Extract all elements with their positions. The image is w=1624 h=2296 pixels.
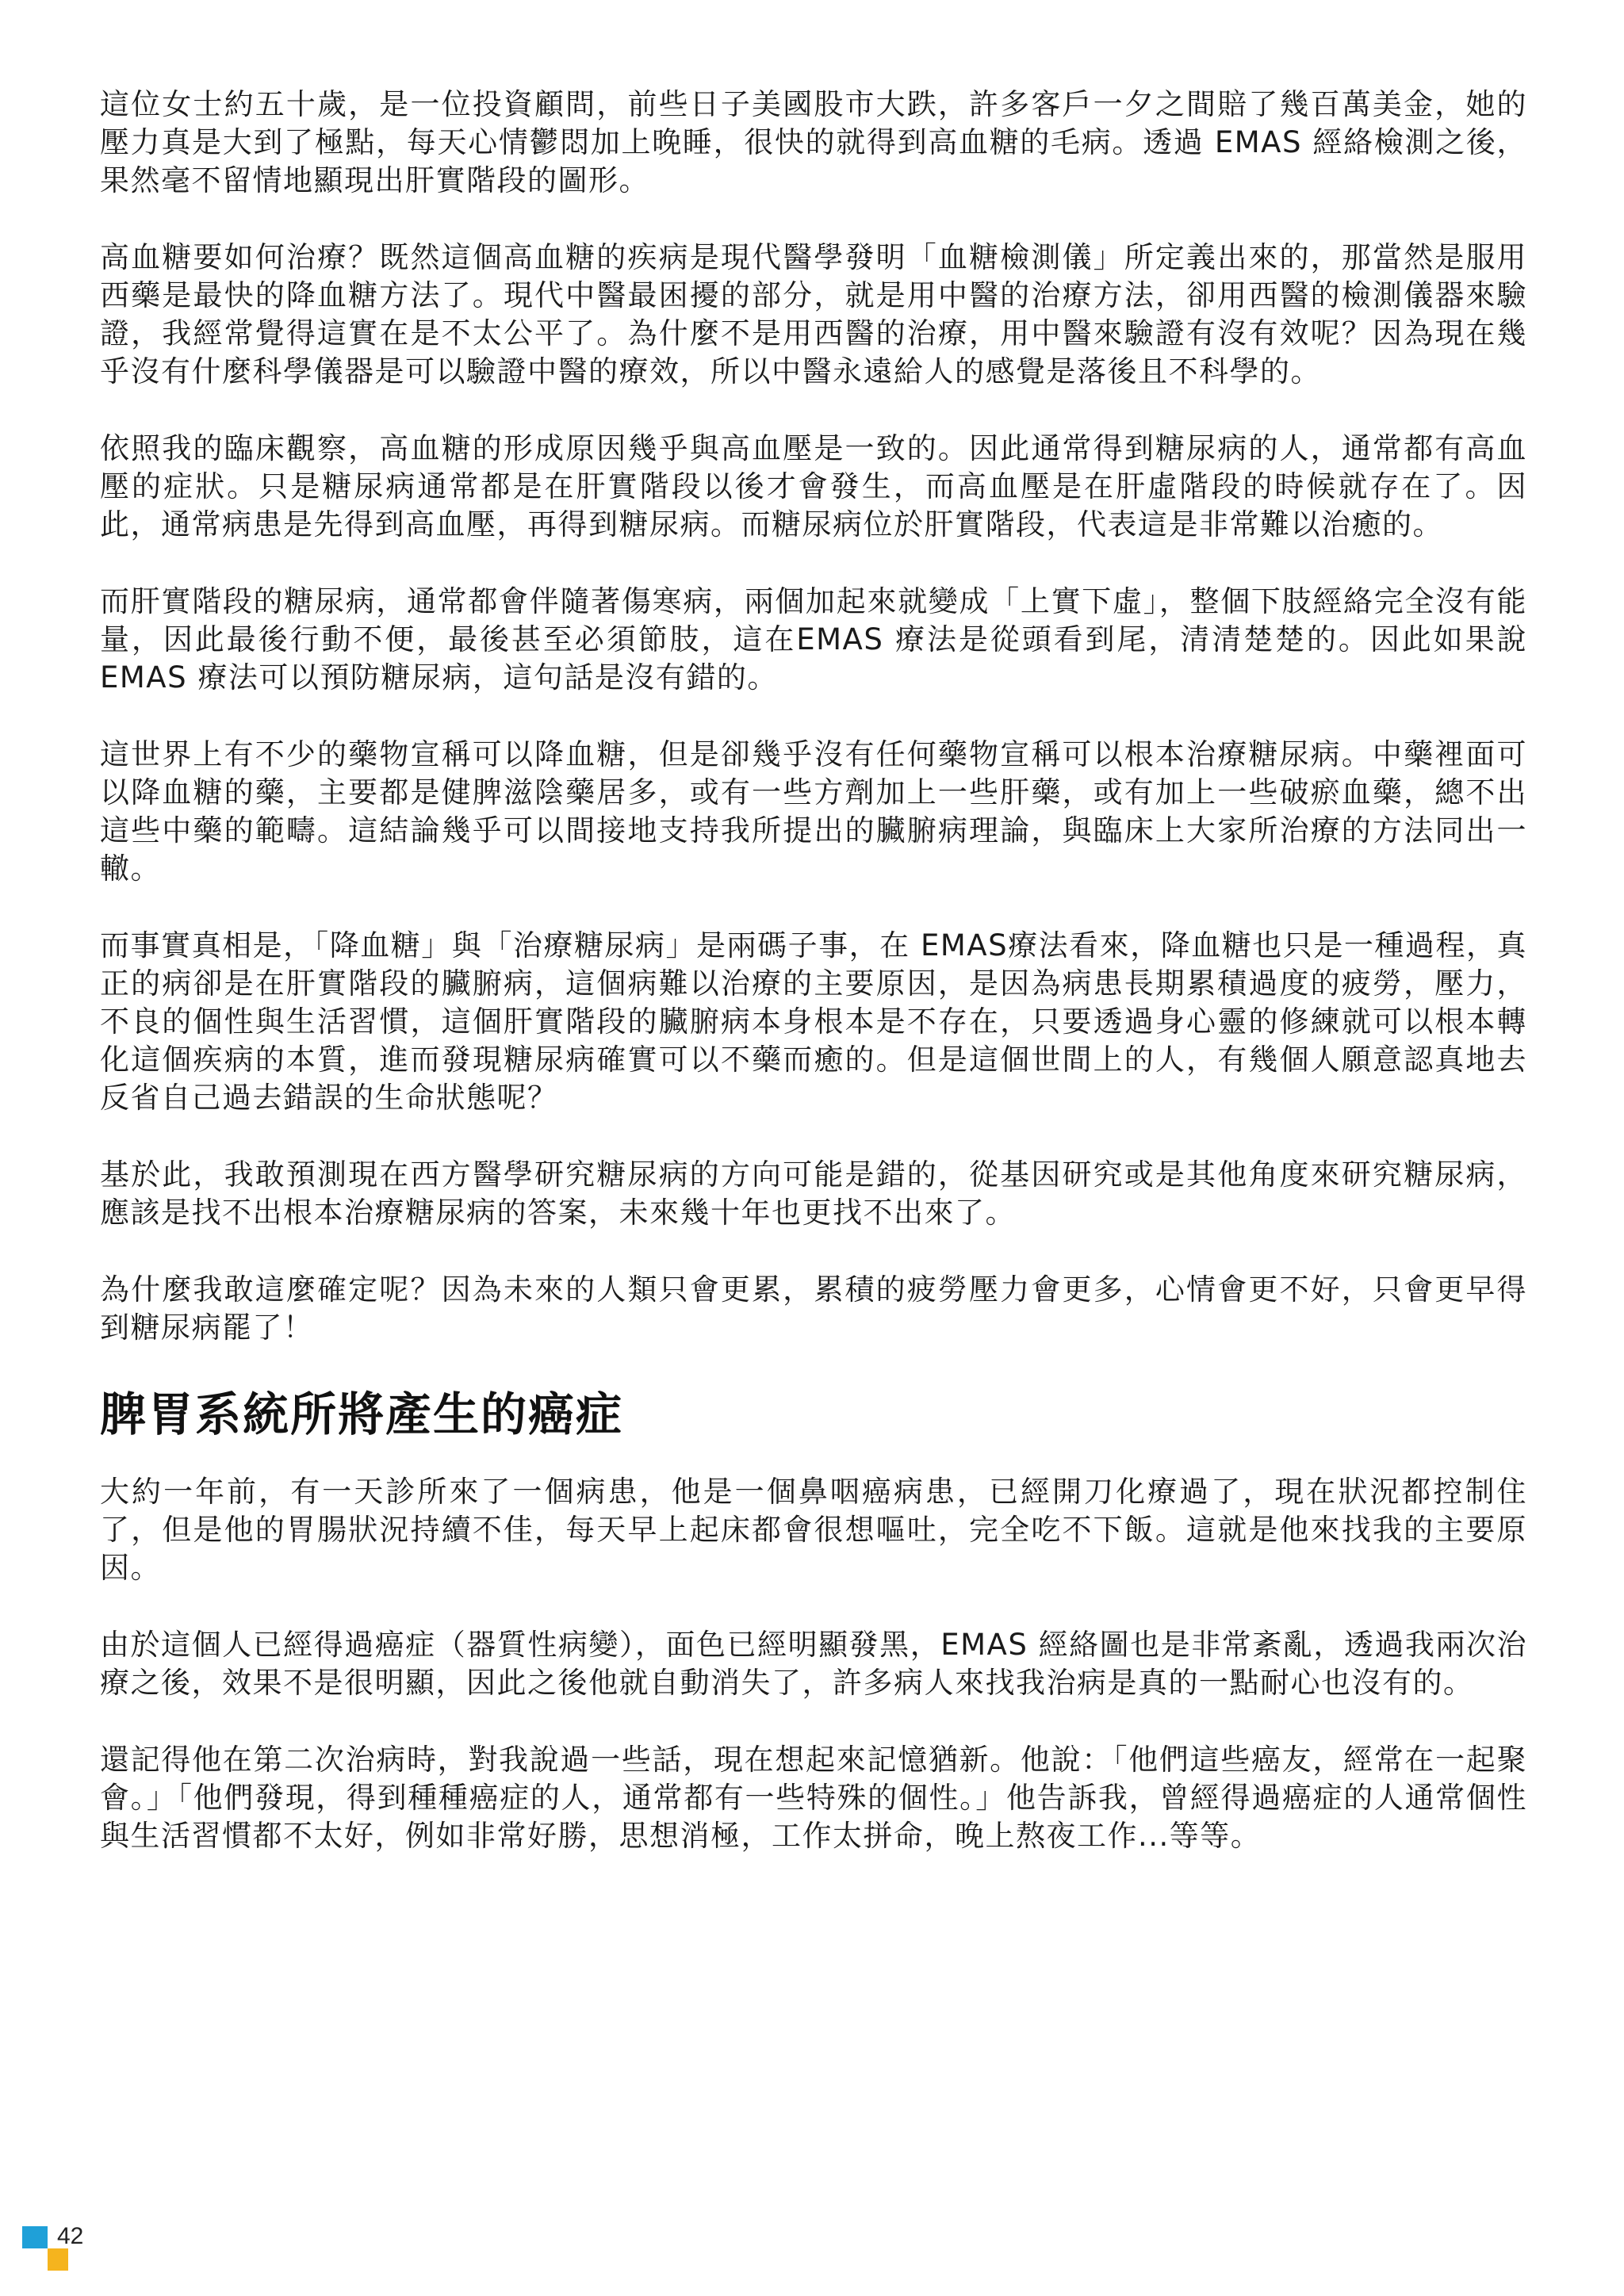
paragraph: 大約一年前，有一天診所來了一個病患，他是一個鼻咽癌病患，已經開刀化療過了，現在狀況都控制住了，但是他的胃腸狀況持續不佳，每天早上起床都會很想嘔吐，完全吃不下飯。這就是他來找我的主要原因。: [100, 1475, 1527, 1585]
paragraph: 這位女士約五十歲，是一位投資顧問，前些日子美國股市大跌，許多客戶一夕之間賠了幾百萬美金，她的壓力真是大到了極點，每天心情鬱悶加上晚睡，很快的就得到高血糖的毛病。透過 EMAS 經絡檢測之後，果然毫不留情地顯現出肝實階段的圖形。: [100, 87, 1527, 197]
paragraph: 還記得他在第二次治病時，對我說過一些話，現在想起來記憶猶新。他說：「他們這些癌友，經常在一起聚會。」「他們發現，得到種種癌症的人，通常都有一些特殊的個性。」他告訴我，曾經得過癌症的人通常個性與生活習慣都不太好，例如非常好勝，思想消極，工作太拼命，晚上熬夜工作...等等。: [100, 1743, 1527, 1853]
paragraph: 依照我的臨床觀察，高血糖的形成原因幾乎與高血壓是一致的。因此通常得到糖尿病的人，通常都有高血壓的症狀。只是糖尿病通常都是在肝實階段以後才會發生，而高血壓是在肝虛階段的時候就存在了。因此，通常病患是先得到高血壓，再得到糖尿病。而糖尿病位於肝實階段，代表這是非常難以治癒的。: [100, 431, 1527, 541]
page-number: 42: [57, 2223, 84, 2249]
section-heading: 脾胃系統所將產生的癌症: [100, 1387, 624, 1441]
page-body: [100, 86, 1527, 1894]
blue-square-icon: [22, 2226, 48, 2248]
paragraph: 為什麼我敢這麼確定呢？因為未來的人類只會更累，累積的疲勞壓力會更多，心情會更不好，只會更早得到糖尿病罷了！: [100, 1272, 1527, 1345]
paragraph: 由於這個人已經得過癌症（器質性病變），面色已經明顯發黑，EMAS 經絡圖也是非常紊亂，透過我兩次治療之後，效果不是很明顯，因此之後他就自動消失了，許多病人來找我治病是真的一點耐心也沒有的。: [100, 1628, 1527, 1700]
yellow-square-icon: [48, 2248, 68, 2271]
paragraph: 高血糖要如何治療？既然這個高血糖的疾病是現代醫學發明「血糖檢測儀」所定義出來的，那當然是服用西藥是最快的降血糖方法了。現代中醫最困擾的部分，就是用中醫的治療方法，卻用西醫的檢測儀器來驗證，我經常覺得這實在是不太公平了。為什麼不是用西醫的治療，用中醫來驗證有沒有效呢？因為現在幾乎沒有什麼科學儀器是可以驗證中醫的療效，所以中醫永遠給人的感覺是落後且不科學的。: [100, 240, 1527, 388]
paragraph: 而肝實階段的糖尿病，通常都會伴隨著傷寒病，兩個加起來就變成「上實下虛」，整個下肢經絡完全沒有能量，因此最後行動不便，最後甚至必須節肢，這在EMAS 療法是從頭看到尾，清清楚楚的。因此如果說 EMAS 療法可以預防糖尿病，這句話是沒有錯的。: [100, 584, 1527, 695]
paragraph: 這世界上有不少的藥物宣稱可以降血糖，但是卻幾乎沒有任何藥物宣稱可以根本治療糖尿病。中藥裡面可以降血糖的藥，主要都是健脾滋陰藥居多，或有一些方劑加上一些肝藥，或有加上一些破瘀血藥，總不出這些中藥的範疇。這結論幾乎可以間接地支持我所提出的臟腑病理論，與臨床上大家所治療的方法同出一轍。: [100, 737, 1527, 886]
paragraph: 基於此，我敢預測現在西方醫學研究糖尿病的方向可能是錯的，從基因研究或是其他角度來研究糖尿病，應該是找不出根本治療糖尿病的答案，未來幾十年也更找不出來了。: [100, 1158, 1527, 1230]
paragraph: 而事實真相是，「降血糖」與「治療糖尿病」是兩碼子事，在 EMAS療法看來，降血糖也只是一種過程，真正的病卻是在肝實階段的臟腑病，這個病難以治療的主要原因，是因為病患長期累積過度的疲勞，壓力，不良的個性與生活習慣，這個肝實階段的臟腑病本身根本是不存在，只要透過身心靈的修練就可以根本轉化這個疾病的本質，進而發現糖尿病確實可以不藥而癒的。但是這個世間上的人，有幾個人願意認真地去反省自己過去錯誤的生命狀態呢？: [100, 928, 1527, 1115]
